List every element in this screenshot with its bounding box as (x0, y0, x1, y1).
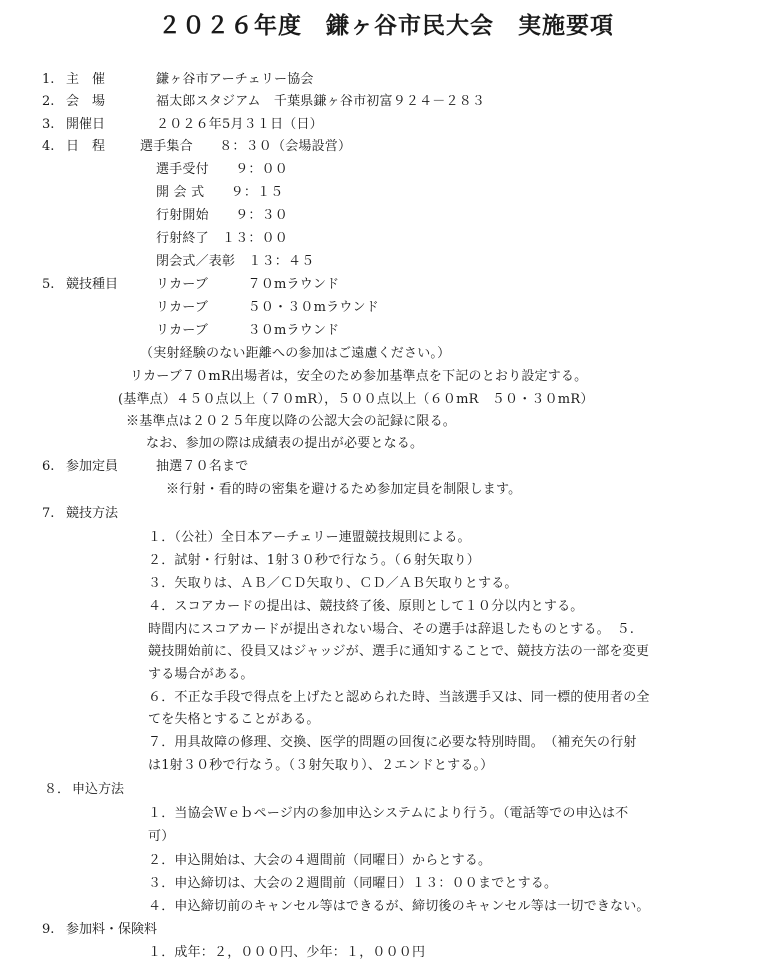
section-number: 5. (42, 277, 55, 292)
schedule-line: 閉会式／表彰 １３：４５ (156, 254, 315, 269)
section-label: 会 場 (66, 94, 106, 109)
event-note: （実射経験のない距離への参加はご遠慮ください。） (140, 346, 451, 361)
page-title: ２０２６年度 鎌ヶ谷市民大会 実施要項 (158, 12, 614, 39)
event-line: リカーブ ７０mラウンド (156, 277, 340, 292)
section-value: 福太郎スタジアム 千葉県鎌ヶ谷市初富９２４－２８３ (156, 94, 486, 109)
schedule-line: 開 会 式 ９：１５ (156, 185, 284, 200)
event-line: リカーブ ５０・３０mラウンド (156, 300, 379, 315)
event-note: ※基準点は２０２５年度以降の公認大会の記録に限る。 (126, 414, 457, 429)
rule-line: する場合がある。 (148, 667, 254, 682)
rule-line: は1射３０秒で行なう。（３射矢取り）、２エンドとする。） (148, 758, 494, 773)
capacity-note: ※行射・看的時の密集を避けるため参加定員を制限します。 (166, 482, 522, 497)
section-label: 申込方法 (72, 782, 125, 797)
section-number: 6. (42, 459, 55, 474)
section-label: 主 催 (66, 72, 106, 87)
section-value: ２０２６年5月３１日（日） (156, 117, 323, 132)
schedule-line: 行射終了 １３：００ (156, 231, 289, 246)
rule-line: ４．スコアカードの提出は、競技終了後、原則として１０分以内とする。 (148, 599, 584, 614)
section-number: ８． (44, 782, 71, 797)
section-label: 競技方法 (66, 506, 119, 521)
event-note: なお、参加の際は成績表の提出が必要となる。 (146, 436, 424, 451)
rule-line: ７．用具故障の修理、交換、医学的問題の回復に必要な特別時間。 （補充矢の行射 (148, 735, 637, 750)
schedule-line: 行射開始 ９：３０ (156, 208, 289, 223)
fee-line: １．成年：２，０００円、少年：１，０００円 (148, 945, 426, 960)
section-number: 7. (42, 506, 55, 521)
capacity-line: 抽選７０名まで (156, 459, 249, 474)
application-line: ４．申込締切前のキャンセル等はできるが、締切後のキャンセル等は一切できない。 (148, 899, 650, 914)
application-line: ２．申込開始は、大会の４週間前（同曜日）からとする。 (148, 853, 492, 868)
schedule-line: 選手受付 ９：００ (156, 162, 289, 177)
section-number: 1. (42, 72, 55, 87)
section-label: 参加料・保険料 (66, 922, 158, 937)
application-line: ３．申込締切は、大会の２週間前（同曜日）１３：００までとする。 (148, 876, 558, 891)
rule-line: てを失格とすることがある。 (148, 712, 320, 727)
event-line: リカーブ ３０mラウンド (156, 323, 340, 338)
event-note: (基準点）４５０点以上（７０mR），５００点以上（６０mR ５０・３０mR） (118, 392, 594, 407)
schedule-line: 選手集合 ８：３０（会場設営） (140, 139, 352, 154)
rule-line: １．（公社）全日本アーチェリー連盟競技規則による。 (148, 530, 471, 545)
application-line: 可） (148, 829, 175, 844)
section-label: 競技種目 (66, 277, 119, 292)
rule-line: 時間内にスコアカードが提出されない場合、その選手は辞退したものとする。 ５. (148, 622, 635, 637)
section-label: 参加定員 (66, 459, 119, 474)
section-number: 3. (42, 117, 55, 132)
section-label: 日 程 (66, 139, 106, 154)
rule-line: ３．矢取りは、ＡＢ／ＣＤ矢取り、ＣＤ／ＡＢ矢取りとする。 (148, 576, 518, 591)
event-note: リカーブ７０mR出場者は，安全のため参加基準点を下記のとおり設定する。 (130, 369, 588, 384)
section-value: 鎌ヶ谷市アーチェリー協会 (156, 72, 314, 87)
rule-line: ２．試射・行射は、1射３０秒で行なう。（６射矢取り） (148, 553, 480, 568)
application-line: １．当協会Ｗｅｂページ内の参加申込システムにより行う。（電話等での申込は不 (148, 806, 629, 821)
rule-line: 競技開始前に、役員又はジャッジが、選手に通知することで、競技方法の一部を変更 (148, 644, 650, 659)
section-number: 9. (42, 922, 55, 937)
rule-line: ６．不正な手段で得点を上げたと認められた時、当該選手又は、同一標的使用者の全 (148, 690, 650, 705)
section-label: 開催日 (66, 117, 106, 132)
section-number: 4. (42, 139, 55, 154)
section-number: 2. (42, 94, 55, 109)
